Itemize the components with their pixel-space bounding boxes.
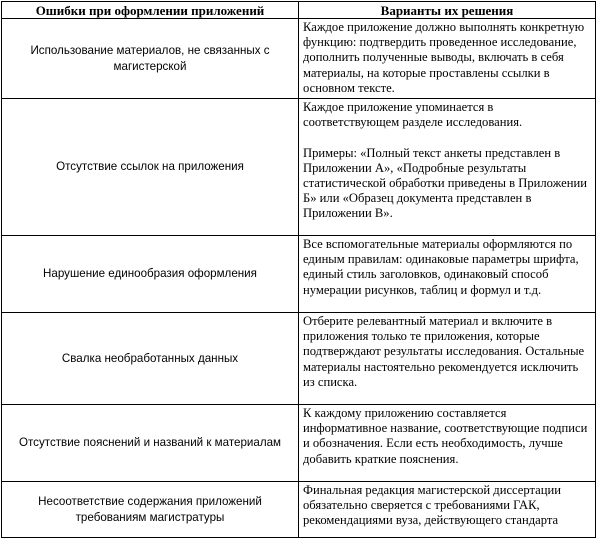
error-cell: Отсутствие пояснений и названий к материалам: [2, 405, 299, 482]
table-row: [2, 99, 596, 236]
table-row: [2, 482, 596, 538]
table-row: [2, 236, 596, 313]
table-header-row: [2, 2, 596, 19]
solution-text: К каждому приложению составляется информативное название, соответствующие подписи и обозначения. Если есть необходимость, лучше добавить краткие пояснения.: [303, 406, 588, 466]
paragraph-gap: [303, 130, 592, 145]
error-cell: Нарушение единообразия оформления: [2, 236, 299, 313]
error-cell: Несоответствие содержания приложений требованиям магистратуры: [2, 482, 299, 538]
solution-text: Примеры: «Полный текст анкеты представлен в Приложении А», «Подробные результаты статистической обработки приведены в Приложении Б» или «Образец документа представлен в Приложении В».: [303, 145, 587, 221]
solution-cell: [299, 482, 596, 538]
table-row: [2, 405, 596, 482]
solution-text: Все вспомогательные материалы оформляются по единым правилам: одинаковые параметры шрифта, единый стиль заголовков, одинаковый способ нумерации рисунков, таблиц и формул и т.д.: [303, 237, 579, 297]
solution-cell: [299, 236, 596, 313]
solution-text: Отберите релевантный материал и включите в приложения только те приложения, которые подтверждают результаты исследования. Остальные материалы настоятельно рекомендуется исключить из списка.: [303, 314, 585, 389]
solution-cell: [299, 19, 596, 99]
solution-text: Финальная редакция магистерской диссертации обязательно сверяется с требованиями ГАК, рекомендациями вуза, действующего стандарта: [303, 483, 561, 528]
header-errors: Ошибки при оформлении приложений: [2, 2, 299, 19]
table-row: [2, 313, 596, 405]
table-row: [2, 19, 596, 99]
error-cell: Свалка необработанных данных: [2, 313, 299, 405]
solution-cell: [299, 99, 596, 236]
header-solutions: Варианты их решения: [299, 2, 596, 19]
error-cell: Отсутствие ссылок на приложения: [2, 99, 299, 236]
applications-errors-table: [1, 1, 596, 538]
solution-text: Каждое приложение должно выполнять конкретную функцию: подтвердить проведенное исследование, дополнить полученные выводы, включать в себя материалы, на которые проставлены ссылки в основном тексте.: [303, 20, 585, 95]
solution-cell: [299, 313, 596, 405]
error-cell: Использование материалов, не связанных с магистерской: [2, 19, 299, 99]
solution-text: Каждое приложение упоминается в соответствующем разделе исследования.: [303, 100, 523, 130]
solution-cell: [299, 405, 596, 482]
